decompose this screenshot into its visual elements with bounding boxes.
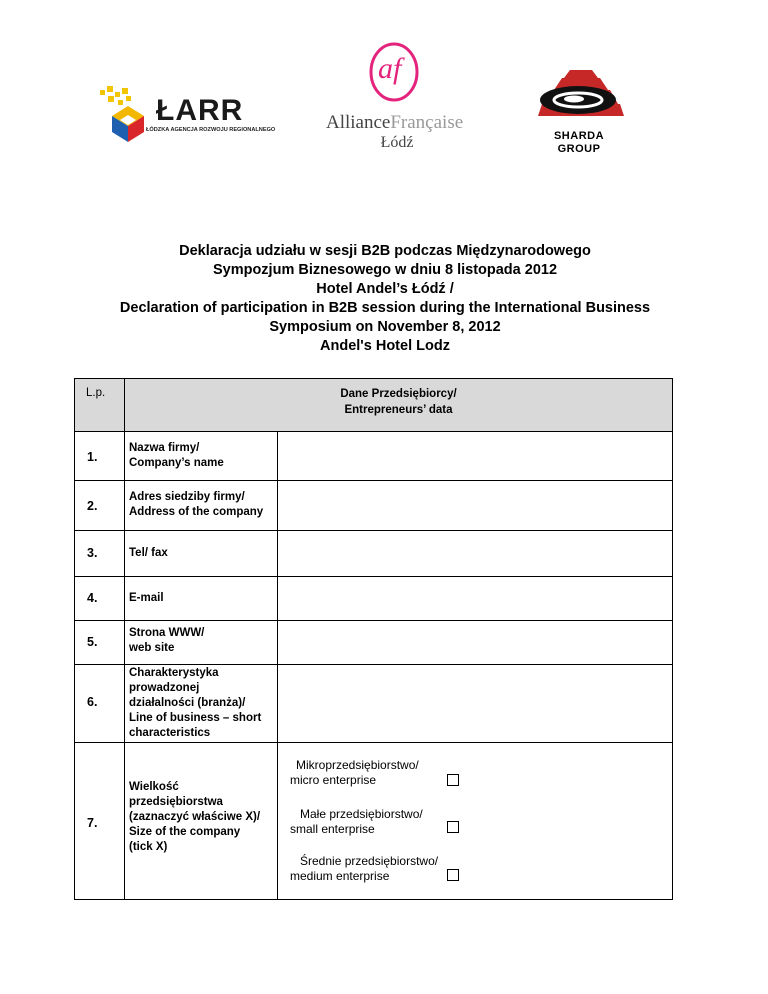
company-name-field[interactable] bbox=[278, 432, 672, 480]
website-field[interactable] bbox=[278, 621, 672, 664]
larr-logo bbox=[98, 82, 278, 142]
row-number: 5. bbox=[87, 635, 98, 649]
row-number: 1. bbox=[87, 450, 98, 464]
larr-name: ŁARR bbox=[156, 94, 244, 127]
row-number: 2. bbox=[87, 499, 98, 513]
row-label-line: Strona WWW/ bbox=[129, 627, 205, 639]
row-label bbox=[129, 441, 275, 471]
row-label-line: Charakterystyka bbox=[129, 667, 219, 679]
title-line: Andel's Hotel Lodz bbox=[320, 338, 450, 354]
header-data-line: Dane Przedsiębiorcy/ bbox=[340, 388, 457, 400]
larr-subtitle: ŁÓDZKA AGENCJA ROZWOJU REGIONALNEGO bbox=[146, 127, 276, 133]
row-number: 7. bbox=[87, 816, 98, 830]
row-label-line: (tick X) bbox=[129, 841, 168, 853]
size-option-micro: Mikroprzedsiębiorstwo/ micro enterprise bbox=[290, 758, 419, 787]
size-option-medium: Średnie przedsiębiorstwo/ medium enterprise bbox=[290, 854, 439, 883]
email-field[interactable] bbox=[278, 577, 672, 620]
row-label bbox=[129, 626, 275, 656]
row-label bbox=[129, 780, 275, 855]
row-label bbox=[129, 546, 275, 561]
row-number: 6. bbox=[87, 695, 98, 709]
title-line: Sympozjum Biznesowego w dniu 8 listopada 2012 bbox=[212, 262, 558, 278]
row-label-line: Company’s name bbox=[129, 457, 224, 469]
row-label-line: prowadzonej bbox=[129, 682, 200, 694]
row-label-line: Adres siedziby firmy/ bbox=[129, 491, 245, 503]
header-entrepreneur-data bbox=[125, 386, 672, 418]
row-number: 4. bbox=[87, 591, 98, 605]
row-label-line: przedsiębiorstwa bbox=[129, 796, 223, 808]
logo-bar bbox=[0, 0, 768, 170]
row-number: 3. bbox=[87, 546, 98, 560]
micro-enterprise-checkbox[interactable] bbox=[447, 774, 459, 786]
row-label-line: Line of business – short bbox=[129, 712, 262, 724]
title-line: Hotel Andel’s Łódź / bbox=[316, 281, 454, 297]
title-line: Symposium on November 8, 2012 bbox=[269, 319, 501, 335]
line-of-business-field[interactable] bbox=[278, 665, 672, 742]
af-name-alliance: Alliance bbox=[326, 112, 391, 133]
row-label-line: Tel/ fax bbox=[129, 547, 168, 559]
row-label-line: (zaznaczyć właściwe X)/ bbox=[129, 811, 261, 823]
header-lp: L.p. bbox=[86, 387, 106, 399]
sharda-mark-icon bbox=[534, 68, 624, 130]
title-line: Declaration of participation in B2B session during the International Business bbox=[119, 300, 651, 316]
row-label-line: E-mail bbox=[129, 592, 164, 604]
row-label-line: Wielkość bbox=[129, 781, 179, 793]
row-label bbox=[129, 666, 275, 741]
company-address-field[interactable] bbox=[278, 481, 672, 530]
af-name-francaise: Française bbox=[390, 112, 464, 133]
af-wordmark bbox=[326, 112, 463, 134]
declaration-title bbox=[60, 242, 710, 356]
sharda-line2: GROUP bbox=[557, 143, 601, 155]
entrepreneur-form-table bbox=[74, 378, 673, 900]
row-label bbox=[129, 591, 275, 606]
row-label-line: Nazwa firmy/ bbox=[129, 442, 200, 454]
size-option-small: Małe przedsiębiorstwo/ small enterprise bbox=[290, 807, 423, 836]
sharda-group-logo bbox=[534, 68, 624, 156]
row-label-line: web site bbox=[129, 642, 175, 654]
title-line: Deklaracja udziału w sesji B2B podczas Międzynarodowego bbox=[179, 243, 591, 259]
sharda-line1: SHARDA bbox=[553, 130, 605, 142]
medium-enterprise-checkbox[interactable] bbox=[447, 869, 459, 881]
tel-fax-field[interactable] bbox=[278, 531, 672, 576]
row-label-line: Address of the company bbox=[129, 506, 264, 518]
header-data-line: Entrepreneurs’ data bbox=[344, 404, 453, 416]
row-label-line: Size of the company bbox=[129, 826, 241, 838]
af-city: Łódź bbox=[380, 134, 414, 151]
row-label bbox=[129, 490, 275, 520]
af-mark: af bbox=[378, 52, 402, 85]
row-label-line: działalności (branża)/ bbox=[129, 697, 246, 709]
small-enterprise-checkbox[interactable] bbox=[447, 821, 459, 833]
row-label-line: characteristics bbox=[129, 727, 211, 739]
alliance-francaise-logo bbox=[322, 40, 472, 152]
